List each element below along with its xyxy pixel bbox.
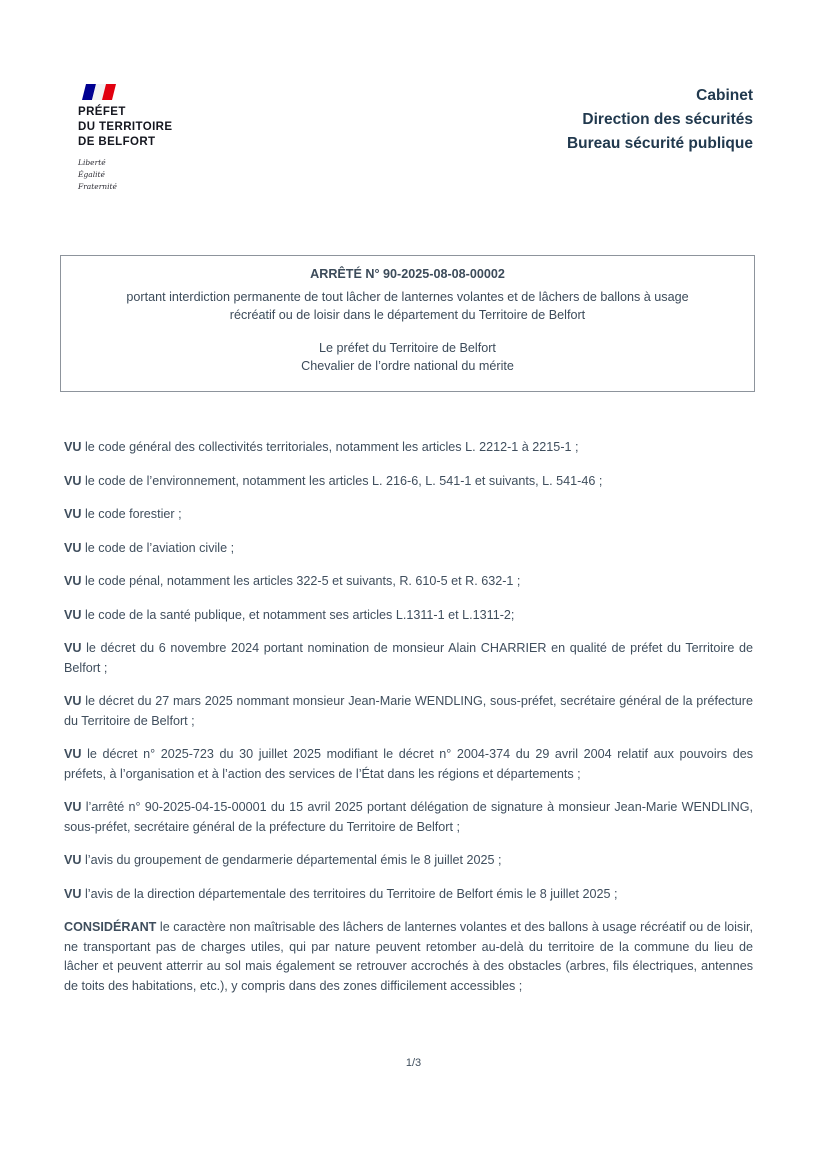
- decree-title-box: [60, 255, 755, 392]
- vu-lead: VU: [64, 853, 82, 868]
- vu-text: le décret du 6 novembre 2024 portant nomination de monsieur Alain CHARRIER en qualité de préfet du Territoire de Belfort ;: [64, 641, 753, 675]
- vu-text: l’avis de la direction départementale des territoires du Territoire de Belfort émis le 8 juillet 2025 ;: [85, 886, 618, 901]
- vu-lead: VU: [64, 473, 82, 488]
- vu-lead: VU: [64, 800, 82, 815]
- author-line-1: Le préfet du Territoire de Belfort: [319, 340, 496, 355]
- vu-lead: VU: [64, 886, 82, 901]
- vu-text: l’avis du groupement de gendarmerie départemental émis le 8 juillet 2025 ;: [85, 853, 502, 868]
- vu-text: le code de l’environnement, notamment les articles L. 216-6, L. 541-1 et suivants, L. 541-46 ;: [85, 473, 603, 488]
- motto-egalite: Égalité: [78, 169, 105, 179]
- french-flag-icon: [82, 84, 116, 100]
- page-number: 1/3: [405, 1057, 422, 1069]
- vu-lead: VU: [64, 440, 82, 455]
- vu-lead: VU: [64, 574, 82, 589]
- prefecture-logo: [78, 84, 172, 193]
- considerant-text: le caractère non maîtrisable des lâchers de lanternes volantes et des ballons à usage récréatif ou de loisir, ne transportant pas de charges utiles, qui par nature peuvent retomber au-delà du territoire de la commune du lieu de lâcher et peuvent atterrir au sol mais également se retrouver accrochés à des obstacles (arbres, fils électriques, antennes de toits des habitations, etc.), y compris dans des zones difficilement accessibles ;: [64, 920, 754, 993]
- considerant-paragraph: [64, 918, 753, 996]
- vu-paragraph: [64, 505, 753, 525]
- vu-paragraph: [64, 572, 753, 592]
- vu-text: le code forestier ;: [85, 507, 182, 522]
- vu-paragraph: [64, 851, 753, 871]
- republic-motto: [78, 157, 172, 193]
- vu-lead: VU: [64, 540, 82, 555]
- motto-fraternite: Fraternité: [78, 181, 117, 191]
- issuing-service-block: [567, 84, 753, 156]
- considerant-lead: CONSIDÉRANT: [64, 920, 157, 935]
- vu-paragraph: [64, 606, 753, 626]
- vu-paragraph: [64, 798, 753, 837]
- vu-text: l’arrêté n° 90-2025-04-15-00001 du 15 avril 2025 portant délégation de signature à monsieur Jean-Marie WENDLING, sous-préfet, secrétaire général de la préfecture du Territoire de Belfort ;: [64, 800, 753, 834]
- logo-line-2: DU TERRITOIRE: [78, 120, 173, 133]
- vu-paragraph: [64, 438, 753, 458]
- vu-text: le code de l’aviation civile ;: [85, 540, 235, 555]
- vu-paragraph: [64, 692, 753, 731]
- vu-paragraph: [64, 472, 753, 492]
- vu-text: le code général des collectivités territoriales, notamment les articles L. 2212-1 à 2215-1 ;: [85, 440, 579, 455]
- vu-text: le code de la santé publique, et notamment ses articles L.1311-1 et L.1311-2;: [85, 607, 515, 622]
- author-line-2: Chevalier de l’ordre national du mérite: [301, 358, 514, 373]
- service-line-bureau: Bureau sécurité publique: [566, 135, 753, 153]
- vu-text: le décret du 27 mars 2025 nommant monsieur Jean-Marie WENDLING, sous-préfet, secrétaire général de la préfecture du Territoire de Belfort ;: [64, 694, 753, 728]
- logo-line-1: PRÉFET: [78, 106, 126, 118]
- logo-line-3: DE BELFORT: [78, 135, 156, 148]
- document-header: [0, 0, 827, 193]
- decree-subject: portant interdiction permanente de tout lâcher de lanternes volantes et de lâchers de ballons à usage récréatif ou de loisir dans le département du Territoire de Belfort: [126, 290, 689, 323]
- vu-lead: VU: [64, 747, 82, 762]
- motto-liberte: Liberté: [78, 157, 106, 167]
- decree-number: ARRÊTÉ N° 90-2025-08-08-00002: [310, 266, 505, 281]
- vu-text: le décret n° 2025-723 du 30 juillet 2025 modifiant le décret n° 2004-374 du 29 avril 2004 relatif aux pouvoirs des préfets, à l’organisation et à l’action des services de l’État dans les régions et départements ;: [64, 747, 753, 781]
- vu-paragraph: [64, 745, 753, 784]
- vu-lead: VU: [64, 507, 82, 522]
- vu-lead: VU: [64, 641, 82, 656]
- vu-paragraph: [64, 639, 753, 678]
- vu-paragraph: [64, 885, 753, 905]
- vu-text: le code pénal, notamment les articles 322-5 et suivants, R. 610-5 et R. 632-1 ;: [85, 574, 521, 589]
- decree-body: [64, 438, 753, 996]
- vu-paragraph: [64, 539, 753, 559]
- decree-author: [103, 339, 712, 376]
- service-line-cabinet: Cabinet: [696, 87, 753, 104]
- vu-lead: VU: [64, 607, 82, 622]
- vu-lead: VU: [64, 694, 82, 709]
- service-line-direction: Direction des sécurités: [582, 111, 753, 129]
